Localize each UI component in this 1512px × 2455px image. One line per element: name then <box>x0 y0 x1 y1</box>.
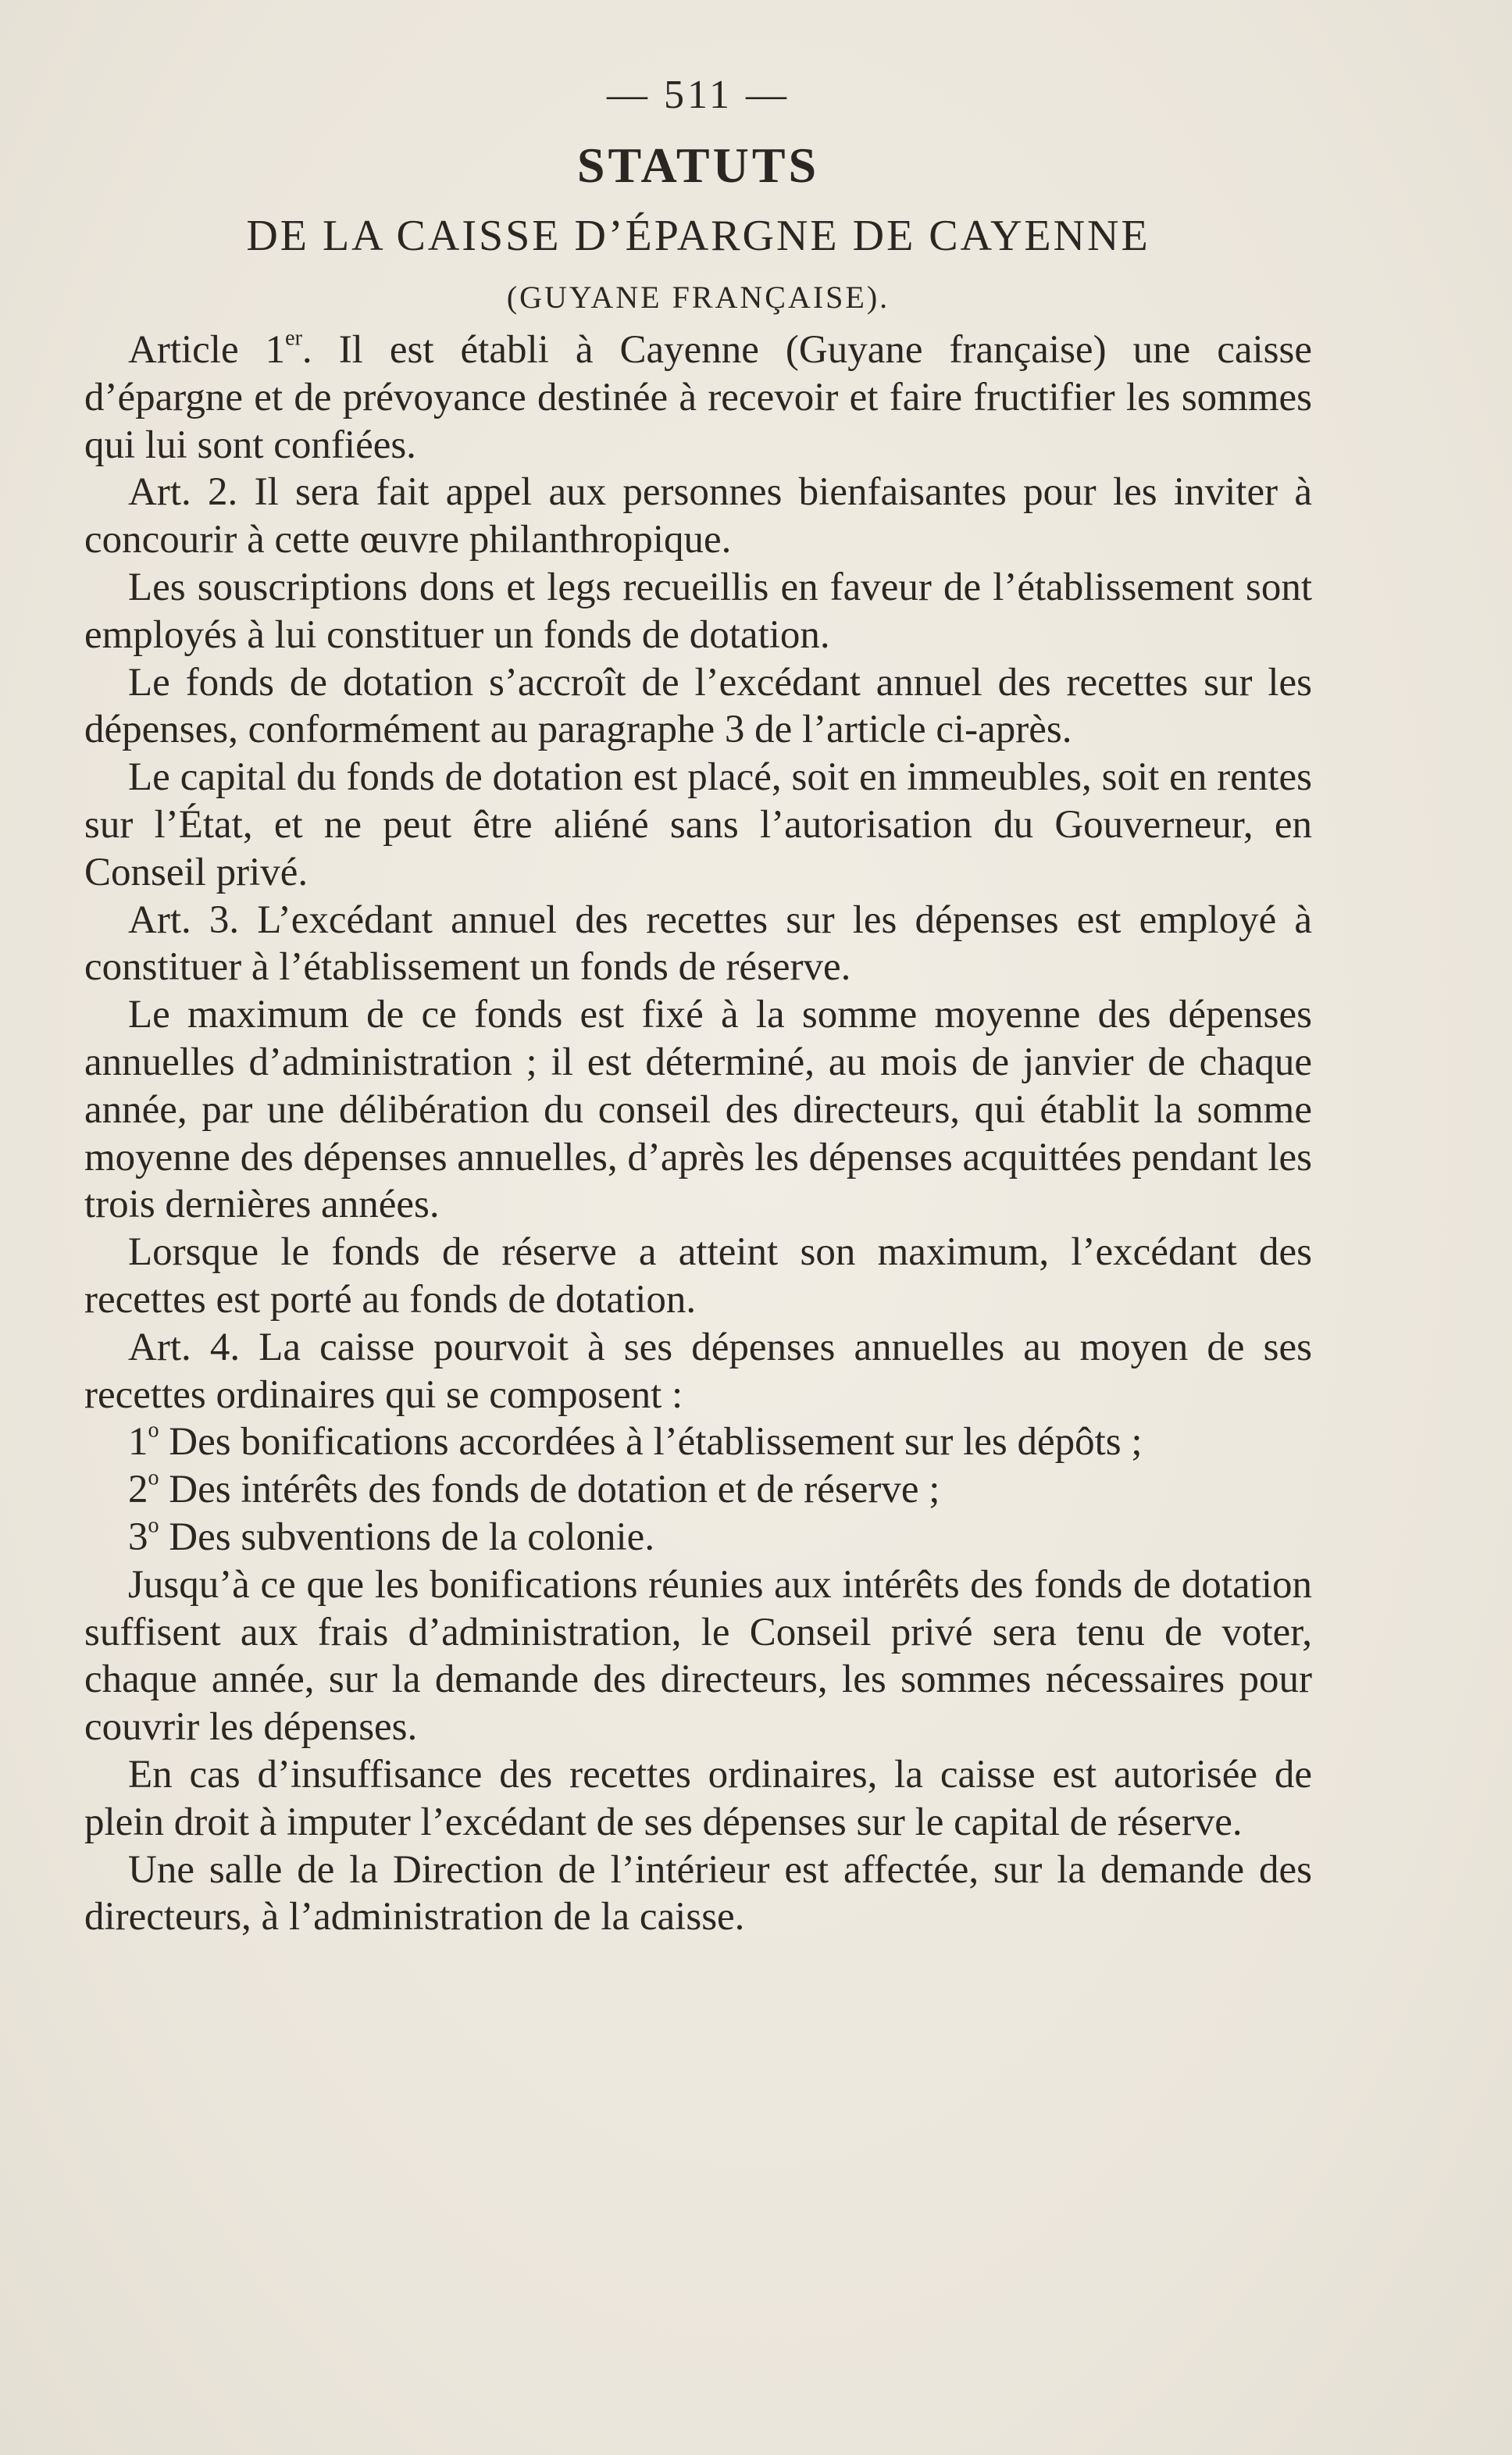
paragraph: Art. 2. Il sera fait appel aux personnes bienfaisantes pour les inviter à concourir à cette œuvre philanthropique. <box>84 470 1312 562</box>
document-subtitle: DE LA CAISSE D’ÉPARGNE DE CAYENNE <box>246 212 1150 260</box>
page-number: — 511 — <box>606 73 790 117</box>
paragraph: Jusqu’à ce que les bonifications réunies aux intérêts des fonds de dotation suffisent aux frais d’administration, le Conseil privé sera tenu de voter, chaque année, sur la demande des directeurs, les sommes nécessaires pour couvrir les dépenses. <box>84 1562 1312 1750</box>
paragraph: Une salle de la Direction de l’intérieur est affectée, sur la demande des directeurs, à l’administration de la caisse. <box>84 1847 1312 1939</box>
enumeration-number: 2 <box>128 1468 148 1512</box>
paragraph: Lorsque le fonds de réserve a atteint son maximum, l’excédant des recettes est porté au fonds de dotation. <box>84 1230 1312 1322</box>
enumeration-sup: o <box>148 1418 159 1443</box>
article-1-paragraph <box>84 327 1312 469</box>
document-title: STATUTS <box>576 137 820 193</box>
text-block <box>84 70 1312 1941</box>
paragraph: Art. 4. La caisse pourvoit à ses dépenses annuelles au moyen de ses recettes ordinaires qui se composent : <box>84 1325 1312 1417</box>
paragraph: Art. 3. L’excédant annuel des recettes sur les dépenses est employé à constituer à l’établissement un fonds de réserve. <box>84 897 1312 990</box>
paragraph: Les souscriptions dons et legs recueillis en faveur de l’établissement sont employés à lui constituer un fonds de dotation. <box>84 565 1312 657</box>
paragraph: Le fonds de dotation s’accroît de l’excédant annuel des recettes sur les dépenses, conformément au paragraphe 3 de l’article ci-après. <box>84 660 1312 752</box>
enumeration-number: 1 <box>128 1420 148 1465</box>
document-region: (GUYANE FRANÇAISE). <box>506 280 890 315</box>
enumeration-item <box>84 1514 1312 1561</box>
article-1-text: . Il est établi à Cayenne (Guyane française) une caisse d’épargne et de prévoyance destinée à recevoir et faire fructifier les sommes qui lui sont confiées. <box>84 328 1312 467</box>
enumeration-text: Des intérêts des fonds de dotation et de réserve ; <box>159 1468 940 1512</box>
enumeration-number: 3 <box>128 1515 148 1559</box>
paragraph: Le capital du fonds de dotation est placé, soit en immeubles, soit en rentes sur l’État, et ne peut être aliéné sans l’autorisation du Gouverneur, en Conseil privé. <box>84 755 1312 894</box>
enumeration-sup: o <box>148 1513 159 1538</box>
enumeration-text: Des subventions de la colonie. <box>159 1515 655 1559</box>
article-1-label: Article 1 <box>128 328 286 372</box>
enumeration-item <box>84 1418 1312 1466</box>
enumeration-sup: o <box>148 1465 159 1490</box>
article-1-label-sup: er <box>285 326 302 351</box>
enumeration-text: Des bonifications accordées à l’établissement sur les dépôts ; <box>159 1420 1143 1465</box>
enumeration-item <box>84 1466 1312 1514</box>
paragraph: En cas d’insuffisance des recettes ordinaires, la caisse est autorisée de plein droit à imputer l’excédant de ses dépenses sur le capital de réserve. <box>84 1752 1312 1844</box>
paragraph: Le maximum de ce fonds est fixé à la somme moyenne des dépenses annuelles d’administration ; il est déterminé, au mois de janvier de chaque année, par une délibération du conseil des directeurs, qui établit la somme moyenne des dépenses annuelles, d’après les dépenses acquittées pendant les trois dernières années. <box>84 993 1312 1227</box>
